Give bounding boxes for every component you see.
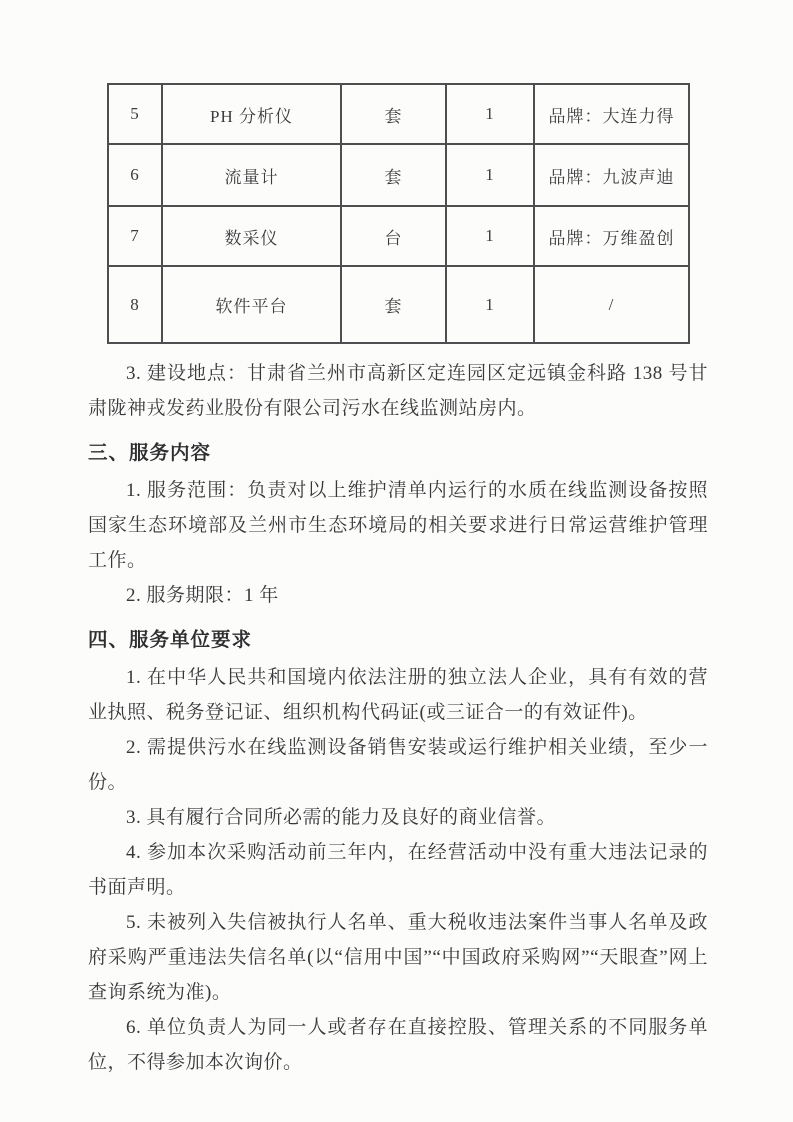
para-requirement-3: 3. 具有履行合同所必需的能力及良好的商业信誉。 <box>126 807 557 828</box>
para-requirement-1: 1. 在中华人民共和国境内依法注册的独立法人企业，具有有效的营业执照、税务登记证、组织机构代码证(或三证合一的有效证件)。 <box>88 667 708 723</box>
cell-serial-number: 8 <box>108 266 162 343</box>
cell-serial-number: 5 <box>108 84 162 144</box>
document-body <box>88 356 708 1080</box>
table-row <box>108 84 689 144</box>
cell-brand: 品牌：大连力得 <box>534 84 689 144</box>
cell-item-name: PH 分析仪 <box>162 84 341 144</box>
table-row <box>108 206 689 266</box>
cell-unit: 台 <box>341 206 446 266</box>
equipment-table <box>107 83 690 344</box>
cell-unit: 套 <box>341 266 446 343</box>
cell-quantity: 1 <box>446 266 534 343</box>
cell-brand: 品牌：万维盈创 <box>534 206 689 266</box>
para-service-period: 2. 服务期限：1 年 <box>126 585 279 606</box>
cell-serial-number: 6 <box>108 144 162 206</box>
table-row <box>108 144 689 206</box>
heading-service-content: 三、服务内容 <box>88 443 212 464</box>
para-service-scope: 1. 服务范围：负责对以上维护清单内运行的水质在线监测设备按照国家生态环境部及兰州市生态环境局的相关要求进行日常运营维护管理工作。 <box>88 480 708 571</box>
para-construction-location: 3. 建设地点：甘肃省兰州市高新区定连园区定远镇金科路 138 号甘肃陇神戎发药业股份有限公司污水在线监测站房内。 <box>88 363 708 419</box>
cell-quantity: 1 <box>446 144 534 206</box>
table-row <box>108 266 689 343</box>
para-requirement-5: 5. 未被列入失信被执行人名单、重大税收违法案件当事人名单及政府采购严重违法失信名单(以“信用中国”“中国政府采购网”“天眼查”网上查询系统为准)。 <box>88 912 708 1003</box>
para-requirement-6: 6. 单位负责人为同一人或者存在直接控股、管理关系的不同服务单位，不得参加本次询价。 <box>88 1017 708 1073</box>
para-requirement-4: 4. 参加本次采购活动前三年内，在经营活动中没有重大违法记录的书面声明。 <box>88 842 708 898</box>
cell-brand: 品牌：九波声迪 <box>534 144 689 206</box>
cell-item-name: 数采仪 <box>162 206 341 266</box>
cell-unit: 套 <box>341 84 446 144</box>
cell-brand: / <box>534 266 689 343</box>
cell-item-name: 流量计 <box>162 144 341 206</box>
cell-quantity: 1 <box>446 206 534 266</box>
heading-supplier-requirements: 四、服务单位要求 <box>88 630 253 651</box>
cell-serial-number: 7 <box>108 206 162 266</box>
cell-unit: 套 <box>341 144 446 206</box>
cell-item-name: 软件平台 <box>162 266 341 343</box>
para-requirement-2: 2. 需提供污水在线监测设备销售安装或运行维护相关业绩，至少一份。 <box>88 737 708 793</box>
cell-quantity: 1 <box>446 84 534 144</box>
